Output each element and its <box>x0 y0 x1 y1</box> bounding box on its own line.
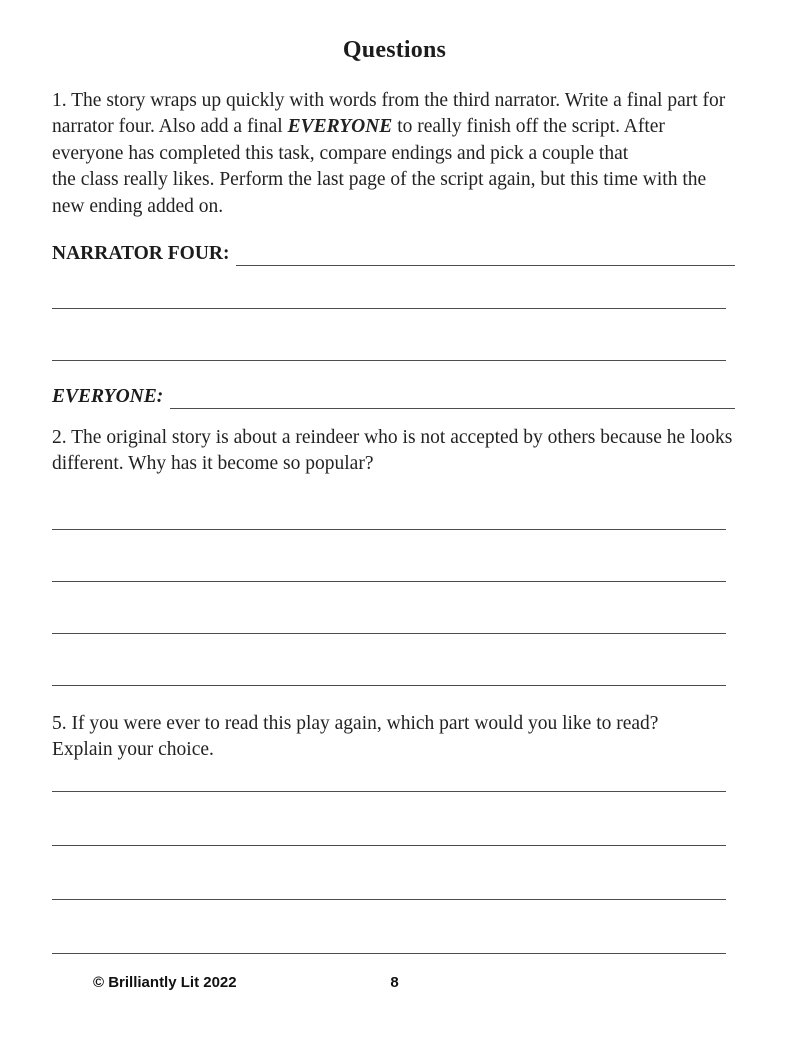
page-footer <box>52 971 737 993</box>
narrator-four-answer-row <box>52 240 737 266</box>
narrator-four-label: NARRATOR FOUR: <box>52 243 230 265</box>
answer-line <box>52 820 726 846</box>
answer-line <box>52 608 726 634</box>
everyone-answer-line <box>170 385 735 409</box>
answer-line <box>52 660 726 686</box>
answer-line <box>52 766 726 792</box>
footer-copyright: © Brilliantly Lit 2022 <box>93 973 237 991</box>
answer-line <box>52 874 726 900</box>
worksheet-page <box>0 36 791 1060</box>
everyone-label: EVERYONE: <box>52 386 164 408</box>
page-number: 8 <box>390 973 399 991</box>
question-5-line1: 5. If you were ever to read this play again, which part would you like to read? <box>52 712 659 734</box>
question-1-text <box>52 88 737 220</box>
question-1-part1: 1. The story wraps up quickly with words from the third narrator. Write a final part for narrator four. Also add a final <box>52 90 726 138</box>
everyone-answer-row <box>52 383 737 409</box>
answer-line <box>52 556 726 582</box>
answer-line <box>52 928 726 954</box>
answer-line <box>52 283 726 309</box>
question-5-text <box>52 711 737 764</box>
answer-line <box>52 504 726 530</box>
question-1-part3: the class really likes. Perform the last page of the script again, but this time with the new ending added on. <box>52 169 707 217</box>
question-2-text: 2. The original story is about a reindeer who is not accepted by others because he looks different. Why has it become so popular? <box>52 427 733 475</box>
narrator-four-answer-line <box>236 242 735 266</box>
everyone-emphasis: EVERYONE <box>287 116 393 138</box>
question-1-part2: to really finish off the script. After everyone has completed this task, compare endings and pick a couple that <box>52 116 665 164</box>
question-5-line2: Explain your choice. <box>52 739 214 761</box>
page-title: Questions <box>342 37 447 63</box>
answer-line <box>52 335 726 361</box>
